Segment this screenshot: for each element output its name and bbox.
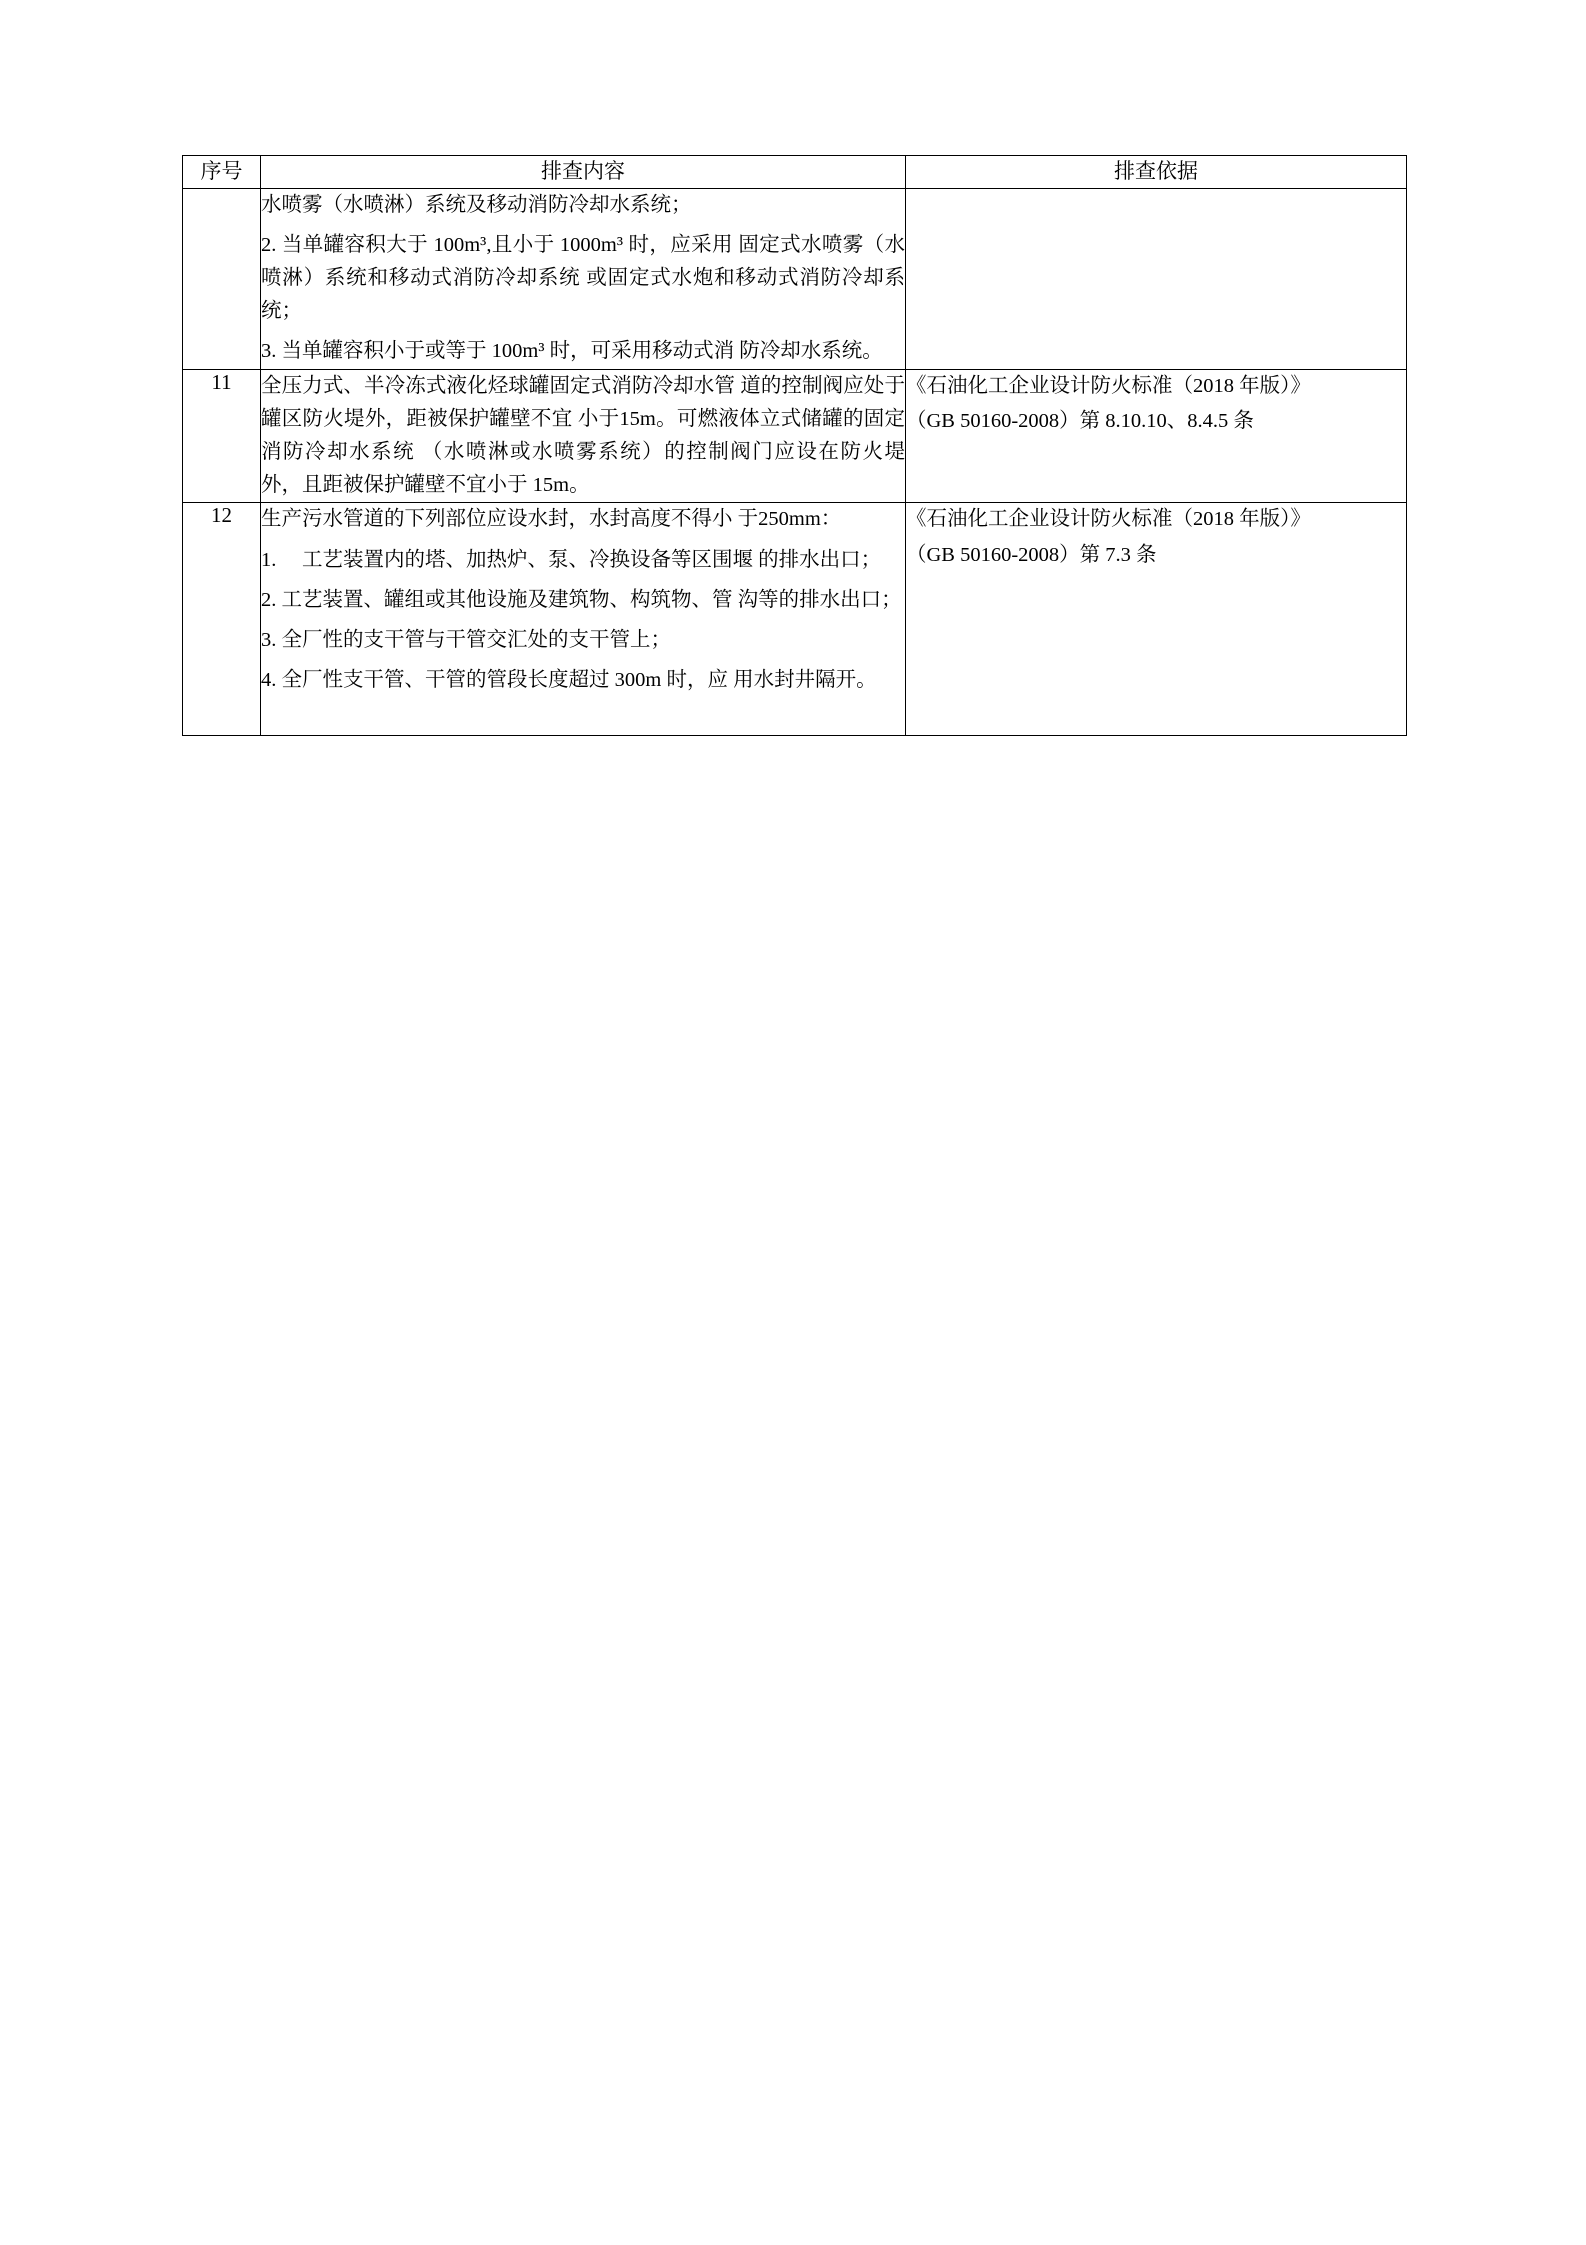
content-line: 1. 工艺装置内的塔、加热炉、泵、冷换设备等区围堰 的排水出口； xyxy=(261,548,882,571)
basis-line: 《石油化工企业设计防火标准（2018 年版）》 xyxy=(906,374,1311,397)
content-line: 3. 当单罐容积小于或等于 100m³ 时，可采用移动式消 防冷却水系统。 xyxy=(261,340,883,363)
content-line: 2. 当单罐容积大于 100m³,且小于 1000m³ 时，应采用 固定式水喷雾（水喷淋）系统和移动式消防冷却系统 或固定式水炮和移动式消防冷却系统； xyxy=(261,233,905,323)
table-row xyxy=(183,369,1407,503)
column-header-index: 序号 xyxy=(183,156,261,189)
content-line: 生产污水管道的下列部位应设水封，水封高度不得小 于250mm： xyxy=(261,508,842,531)
content-line: 全压力式、半冷冻式液化烃球罐固定式消防冷却水管 道的控制阀应处于罐区防火堤外，距被保护罐壁不宜 小于15m。可燃液体立式储罐的固定消防冷却水系统 （水喷淋或水喷雾系统）的控制阀门应设在防火堤 外，且距被保护罐壁不宜小于 15m。 xyxy=(261,374,905,497)
row-content xyxy=(261,503,906,736)
row-index xyxy=(183,188,261,369)
row-content xyxy=(261,369,906,503)
content-line: 4. 全厂性支干管、干管的管段长度超过 300m 时，应 用水封井隔开。 xyxy=(261,669,877,692)
row-content xyxy=(261,188,906,369)
column-header-content: 排查内容 xyxy=(261,156,906,189)
column-header-basis: 排查依据 xyxy=(906,156,1407,189)
table-header-row xyxy=(183,156,1407,189)
inspection-table xyxy=(182,155,1407,736)
content-line: 3. 全厂性的支干管与干管交汇处的支干管上； xyxy=(261,628,671,651)
row-basis xyxy=(906,369,1407,503)
row-index: 12 xyxy=(183,503,261,736)
content-line: 水喷雾（水喷淋）系统及移动消防冷却水系统； xyxy=(261,193,692,216)
table-row xyxy=(183,503,1407,736)
table-row xyxy=(183,188,1407,369)
row-index: 11 xyxy=(183,369,261,503)
content-line: 2. 工艺装置、罐组或其他设施及建筑物、构筑物、管 沟等的排水出口； xyxy=(261,588,902,611)
row-basis xyxy=(906,503,1407,736)
row-basis xyxy=(906,188,1407,369)
basis-line: （GB 50160-2008）第 7.3 条 xyxy=(906,543,1157,566)
basis-line: 《石油化工企业设计防火标准（2018 年版）》 xyxy=(906,508,1311,531)
basis-line: （GB 50160-2008）第 8.10.10、8.4.5 条 xyxy=(906,409,1254,432)
